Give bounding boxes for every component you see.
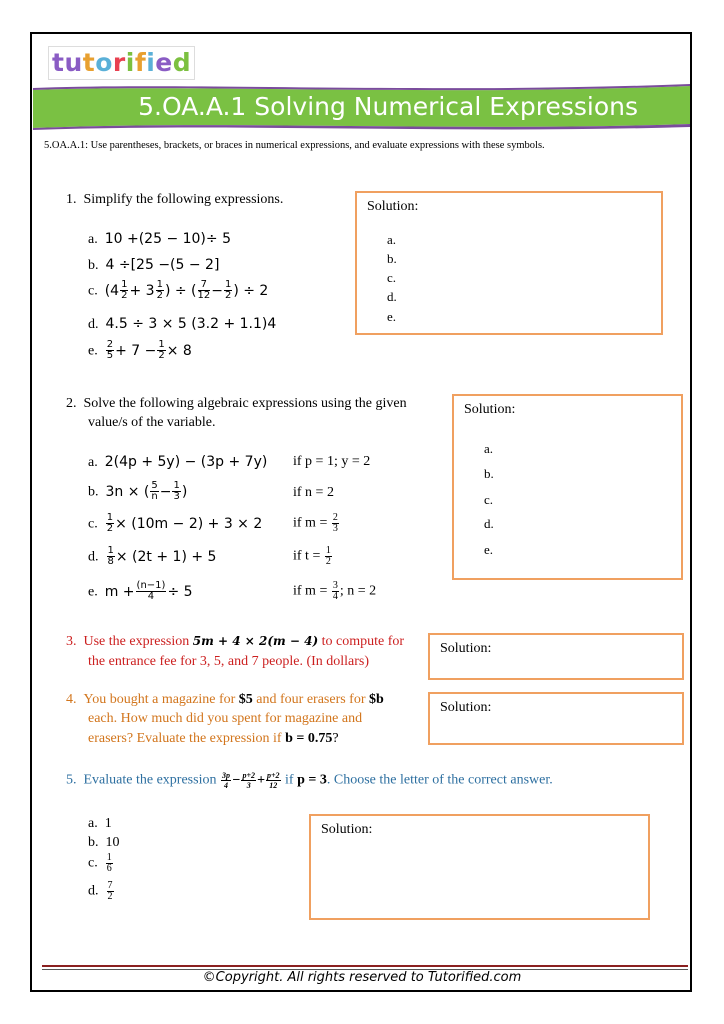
denominator: 5 — [106, 350, 114, 361]
solution-line-d: d. — [484, 516, 494, 531]
question-1 — [66, 192, 283, 208]
denominator: 2 — [325, 556, 331, 567]
q2-cond-d — [293, 546, 333, 567]
denominator: 3 — [246, 781, 251, 790]
item-letter: d. — [88, 883, 99, 899]
q1-item-c — [88, 280, 268, 301]
item-letter: c. — [88, 516, 98, 532]
q2-cond-c — [293, 513, 340, 534]
expression — [104, 279, 269, 301]
fraction — [107, 881, 114, 902]
expression — [105, 512, 263, 534]
expression: 2(4p + 5y) − (3p + 7y) — [104, 454, 268, 470]
numerator: 1 — [173, 480, 180, 491]
expr-part: ÷ 5 — [167, 583, 193, 600]
solution-box-2[interactable] — [452, 394, 683, 580]
expr-part: (4 — [104, 282, 120, 299]
logo-letter: f — [134, 48, 147, 77]
item-letter: b. — [88, 258, 99, 273]
logo-letter: i — [125, 48, 135, 77]
expr-part: 3n × ( — [105, 483, 150, 500]
condition-text: if t = — [293, 548, 321, 564]
logo-letter: i — [146, 48, 156, 77]
question-text: Simplify the following expressions. — [83, 192, 284, 207]
expr-part: + 3 — [129, 282, 155, 299]
numerator: 3 — [332, 580, 338, 591]
fraction — [325, 546, 332, 567]
denominator: 12 — [197, 290, 211, 301]
question-text: Evaluate the expression — [83, 772, 220, 788]
q1-item-b — [88, 257, 219, 274]
question-4-line3 — [88, 731, 339, 747]
solution-label: Solution: — [440, 641, 492, 656]
question-3 — [66, 634, 404, 650]
numerator: p+2 — [266, 771, 280, 780]
expression — [105, 480, 188, 502]
fraction — [241, 771, 256, 790]
item-letter: d. — [88, 317, 99, 332]
numerator: 1 — [107, 545, 114, 556]
item-letter: c. — [88, 855, 98, 871]
bold-value: b = 0.75 — [285, 731, 333, 746]
fraction — [221, 771, 231, 790]
numerator: 5 — [151, 480, 158, 491]
expr-part: − — [211, 282, 223, 299]
fraction — [332, 513, 339, 534]
condition-text: if m = — [293, 515, 328, 531]
q5-choice-b[interactable] — [88, 835, 120, 851]
item-letter: a. — [88, 232, 98, 247]
expr-part: − — [159, 483, 172, 500]
denominator: 12 — [269, 781, 278, 790]
expr-part: ) — [181, 483, 188, 500]
numerator: 1 — [224, 279, 232, 290]
item-letter: b. — [88, 835, 99, 850]
solution-line-b: b. — [484, 466, 494, 481]
numerator: 7 — [107, 880, 113, 891]
solution-label: Solution: — [367, 199, 419, 214]
q5-choice-d[interactable] — [88, 881, 115, 902]
numerator: 2 — [332, 512, 338, 523]
q2-item-a — [88, 454, 267, 471]
logo-letter: t — [82, 48, 96, 77]
item-letter: e. — [88, 584, 98, 600]
question-number: 5. — [66, 772, 77, 788]
copyright-text: ©Copyright. All rights reserved to Tutorified.com — [202, 970, 522, 985]
expr-part: + 7 − — [115, 342, 157, 359]
expression — [106, 545, 217, 567]
expression: 5m + 4 × 2(m − 4) — [192, 634, 319, 648]
denominator: 4 — [332, 591, 338, 602]
solution-line-a: a. — [484, 441, 494, 456]
q1-item-e — [88, 340, 192, 361]
fraction — [106, 853, 113, 874]
expr-part: ) ÷ ( — [164, 282, 197, 299]
question-text: You bought a magazine for — [83, 692, 239, 707]
solution-box-4[interactable] — [428, 692, 684, 745]
expression: 4.5 ÷ 3 × 5 (3.2 + 1.1)4 — [105, 316, 277, 332]
fraction — [224, 280, 232, 301]
tutorified-logo — [48, 46, 195, 80]
question-text: ? — [332, 731, 339, 746]
logo-letter: r — [112, 48, 126, 77]
question-number: 2. — [66, 396, 77, 411]
logo-letter: d — [172, 48, 192, 77]
bold-value: $b — [369, 692, 384, 707]
q1-item-a — [88, 231, 231, 248]
question-text: erasers? Evaluate the expression if — [88, 731, 286, 746]
expr-part: m + — [104, 583, 135, 600]
choice-value: 1 — [104, 816, 112, 831]
solution-box-3[interactable] — [428, 633, 684, 680]
q2-item-e — [88, 581, 193, 602]
numerator: 1 — [325, 545, 331, 556]
q2-cond-b: if n = 2 — [293, 485, 334, 500]
solution-line-e: e. — [484, 542, 494, 557]
item-letter: a. — [88, 455, 98, 470]
expression: 10 +(25 − 10)÷ 5 — [104, 231, 231, 247]
fraction — [156, 280, 164, 301]
numerator: 3p — [221, 771, 230, 780]
numerator: (n−1) — [136, 580, 166, 591]
question-text: . Choose the letter of the correct answer. — [326, 772, 553, 788]
numerator: 2 — [106, 339, 114, 350]
solution-line-a: a. — [387, 232, 397, 247]
denominator: 3 — [173, 491, 180, 502]
operator: − — [231, 772, 241, 788]
logo-letter: u — [64, 48, 83, 77]
numerator: p+2 — [242, 771, 255, 780]
numerator: 7 — [198, 280, 211, 291]
question-number: 1. — [66, 192, 77, 207]
item-letter: d. — [88, 549, 99, 565]
question-text: if — [281, 772, 298, 788]
solution-line-b: b. — [387, 251, 397, 266]
solution-box-1[interactable] — [355, 191, 663, 335]
expr-part: × 8 — [166, 342, 192, 359]
denominator: 4 — [223, 781, 228, 790]
fraction — [107, 546, 115, 567]
q2-item-d — [88, 546, 216, 567]
expression — [105, 339, 192, 361]
logo-letter: e — [155, 48, 173, 77]
q5-choice-c[interactable] — [88, 853, 114, 874]
bold-value: $5 — [238, 692, 253, 707]
question-number: 4. — [66, 692, 77, 707]
denominator: 8 — [107, 556, 114, 567]
denominator: 2 — [156, 290, 163, 301]
denominator: 2 — [224, 290, 232, 301]
fraction — [266, 771, 281, 790]
solution-line-e: e. — [387, 309, 397, 324]
question-text: to compute for — [318, 634, 405, 649]
numerator: 1 — [158, 339, 165, 350]
q2-cond-e — [293, 581, 376, 602]
expression — [104, 580, 193, 602]
question-4 — [66, 692, 384, 708]
q2-cond-a: if p = 1; y = 2 — [293, 454, 371, 469]
fraction — [150, 481, 158, 502]
logo-letter: o — [95, 48, 113, 77]
item-letter: e. — [88, 343, 98, 359]
question-4-line2: each. How much did you spent for magazine and — [88, 711, 363, 726]
fraction — [136, 581, 167, 602]
numerator: 1 — [121, 279, 128, 290]
denominator: 2 — [121, 290, 128, 301]
question-text: Solve the following algebraic expressions using the given — [83, 396, 407, 411]
fraction — [120, 280, 128, 301]
denominator: 2 — [158, 350, 165, 361]
question-text: Use the expression — [83, 634, 193, 649]
fraction — [106, 513, 114, 534]
denominator: n — [151, 491, 158, 502]
denominator: 3 — [332, 523, 338, 534]
choice-value: 10 — [105, 835, 120, 850]
condition-text: ; n = 2 — [339, 583, 377, 599]
fraction — [172, 481, 180, 502]
question-5 — [66, 771, 553, 790]
numerator: 1 — [156, 279, 163, 290]
q2-item-c — [88, 513, 262, 534]
item-letter: a. — [88, 816, 98, 831]
condition-text: if m = — [293, 583, 328, 599]
question-text: and four erasers for — [252, 692, 370, 707]
solution-label: Solution: — [321, 822, 373, 837]
denominator: 6 — [106, 863, 112, 874]
bold-value: p = 3 — [297, 772, 327, 788]
expression — [220, 773, 282, 788]
item-letter: b. — [88, 484, 99, 500]
q2-item-b — [88, 481, 187, 502]
operator: + — [257, 772, 265, 788]
solution-box-5[interactable] — [309, 814, 650, 920]
page-title: 5.OA.A.1 Solving Numerical Expressions — [138, 92, 638, 121]
denominator: 2 — [106, 523, 114, 534]
question-number: 3. — [66, 634, 77, 649]
expr-part: × (10m − 2) + 3 × 2 — [115, 515, 263, 532]
numerator: 1 — [106, 852, 112, 863]
logo-letter: t — [52, 48, 65, 77]
solution-label: Solution: — [440, 700, 492, 715]
expr-part: ) ÷ 2 — [233, 282, 269, 299]
fraction — [332, 581, 339, 602]
item-letter: c. — [88, 283, 98, 299]
solution-line-c: c. — [484, 492, 494, 507]
solution-label: Solution: — [464, 402, 516, 417]
fraction — [198, 280, 211, 301]
q5-choice-a[interactable] — [88, 816, 112, 832]
denominator: 4 — [147, 591, 155, 602]
question-2 — [66, 396, 407, 412]
q1-item-d — [88, 316, 276, 333]
denominator: 2 — [107, 891, 113, 902]
numerator: 1 — [106, 512, 114, 523]
footer-divider — [42, 965, 688, 967]
question-3-line2: the entrance fee for 3, 5, and 7 people. (In dollars) — [88, 654, 370, 669]
solution-line-c: c. — [387, 270, 397, 285]
solution-line-d: d. — [387, 289, 397, 304]
expression: 4 ÷[25 −(5 − 2] — [105, 257, 220, 273]
fraction — [157, 340, 165, 361]
standard-text: 5.OA.A.1: Use parentheses, brackets, or braces in numerical expressions, and evaluate expressions with these symbols. — [44, 140, 545, 151]
question-2-line2: value/s of the variable. — [88, 415, 216, 430]
expr-part: × (2t + 1) + 5 — [115, 548, 217, 565]
fraction — [106, 340, 114, 361]
